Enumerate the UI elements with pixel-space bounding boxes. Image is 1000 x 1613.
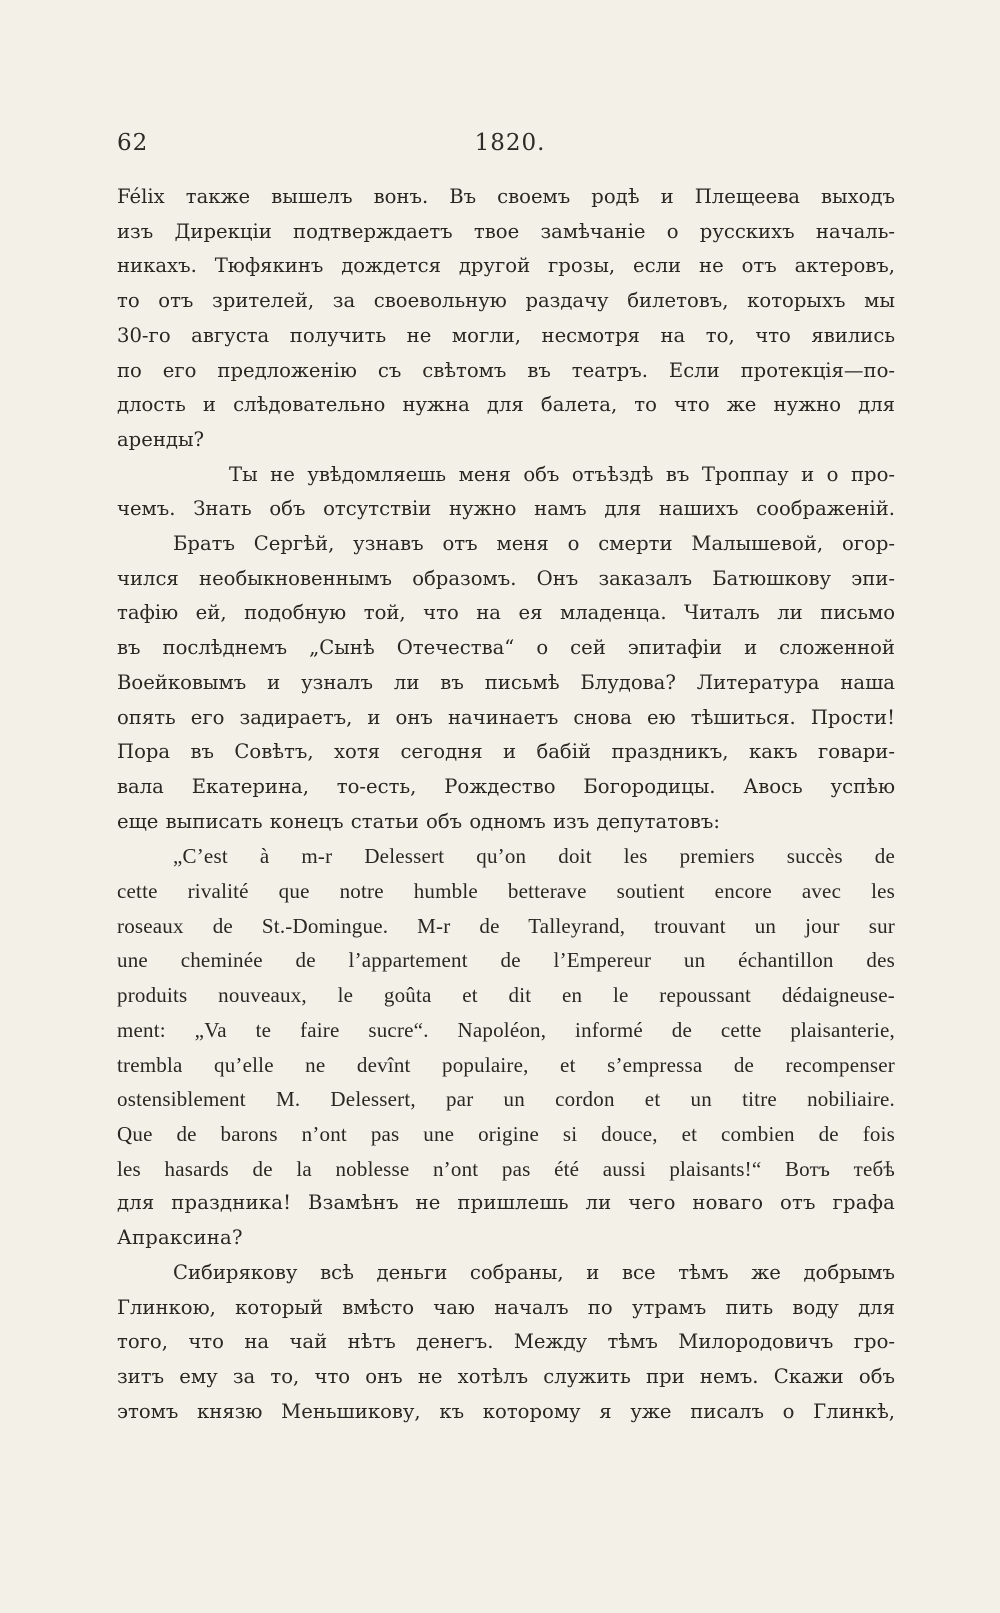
text-line: Пора въ Совѣтъ, хотя сегодня и бабій праздникъ, какъ говари-	[117, 740, 895, 764]
text-line: чемъ. Знать объ отсутствіи нужно намъ для нашихъ соображеній.	[117, 497, 895, 521]
text-line: trembla qu’elle ne devînt populaire, et s’empressa de recompenser	[117, 1052, 895, 1077]
text-line: опять его задираетъ, и онъ начинаетъ снова ею тѣшиться. Прости!	[117, 705, 895, 729]
paragraph-5	[117, 1256, 895, 1430]
text-line: изъ Дирекціи подтверждаетъ твое замѣчаніе о русскихъ началь-	[117, 219, 895, 243]
paragraph-3	[117, 527, 895, 839]
running-head-year: 1820.	[474, 130, 546, 156]
body-text	[117, 180, 895, 1450]
text-line: въ послѣднемъ „Сынѣ Отечества“ о сей эпитафіи и сложенной	[117, 636, 895, 660]
text-line: Ты не увѣдомляешь меня объ отъѣздѣ въ Троппау и о про-	[229, 462, 895, 486]
text-line: по его предложенію съ свѣтомъ въ театръ. Если протекція—по-	[117, 358, 895, 382]
text-line: для праздника! Взамѣнъ не пришлешь ли чего новаго отъ графа	[117, 1191, 895, 1215]
text-line: Воейковымъ и узналъ ли въ письмѣ Блудова? Литература наша	[117, 670, 895, 694]
page-number: 62	[117, 130, 149, 156]
text-line: ment: „Va te faire sucre“. Napoléon, informé de cette plaisanterie,	[117, 1017, 895, 1042]
text-line: то отъ зрителей, за своевольную раздачу билетовъ, которыхъ мы	[117, 289, 895, 313]
text-line: les hasards de la noblesse n’ont pas été aussi plaisants!“ Вотъ тебѣ	[117, 1156, 895, 1181]
text-line: produits nouveaux, le goûta et dit en le repoussant dédaigneuse-	[117, 983, 895, 1008]
page-header	[117, 130, 903, 164]
text-line: Братъ Сергѣй, узнавъ отъ меня о смерти Малышевой, огор-	[173, 532, 895, 556]
text-line: 30-го августа получить не могли, несмотря на то, что явились	[117, 323, 895, 347]
text-line: никахъ. Тюфякинъ дождется другой грозы, если не отъ актеровъ,	[117, 254, 895, 278]
text-line: еще выписать конецъ статьи объ одномъ изъ депутатовъ:	[117, 809, 720, 833]
text-line: Que de barons n’ont pas une origine si douce, et combien de fois	[117, 1121, 895, 1146]
text-line: тафію ей, подобную той, что на ея младенца. Читалъ ли письмо	[117, 601, 895, 625]
text-line: „C’est à m-r Delessert qu’on doit les premiers succès de	[173, 844, 895, 869]
text-line: того, что на чай нѣтъ денегъ. Между тѣмъ Милородовичъ гро-	[117, 1330, 895, 1354]
paragraph-2	[117, 458, 895, 527]
text-line: зитъ ему за то, что онъ не хотѣлъ служить при немъ. Скажи объ	[117, 1364, 895, 1388]
text-line: Глинкою, который вмѣсто чаю началъ по утрамъ пить воду для	[117, 1295, 895, 1319]
paragraph-4-french-quote	[117, 839, 895, 1255]
text-line: une cheminée de l’appartement de l’Empereur un échantillon des	[117, 948, 895, 973]
text-line: roseaux de St.-Domingue. M-r de Talleyrand, trouvant un jour sur	[117, 913, 895, 938]
text-line: Апраксина?	[117, 1226, 243, 1250]
text-line: чился необыкновеннымъ образомъ. Онъ заказалъ Батюшкову эпи-	[117, 566, 895, 590]
paragraph-1	[117, 180, 895, 458]
text-line: ostensiblement M. Delessert, par un cordon et un titre nobiliaire.	[117, 1087, 895, 1112]
text-line: вала Екатерина, то-есть, Рождество Богородицы. Авось успѣю	[117, 774, 895, 798]
text-line: cette rivalité que notre humble betterave soutient encore avec les	[117, 879, 895, 904]
text-line: Сибирякову всѣ деньги собраны, и все тѣмъ же добрымъ	[173, 1260, 895, 1284]
text-line: этомъ князю Меньшикову, къ которому я уже писалъ о Глинкѣ,	[117, 1399, 895, 1423]
text-line: аренды?	[117, 427, 205, 451]
text-line: длость и слѣдовательно нужна для балета, то что же нужно для	[117, 393, 895, 417]
text-line: Félix также вышелъ вонъ. Въ своемъ родѣ и Плещеева выходъ	[117, 185, 895, 208]
